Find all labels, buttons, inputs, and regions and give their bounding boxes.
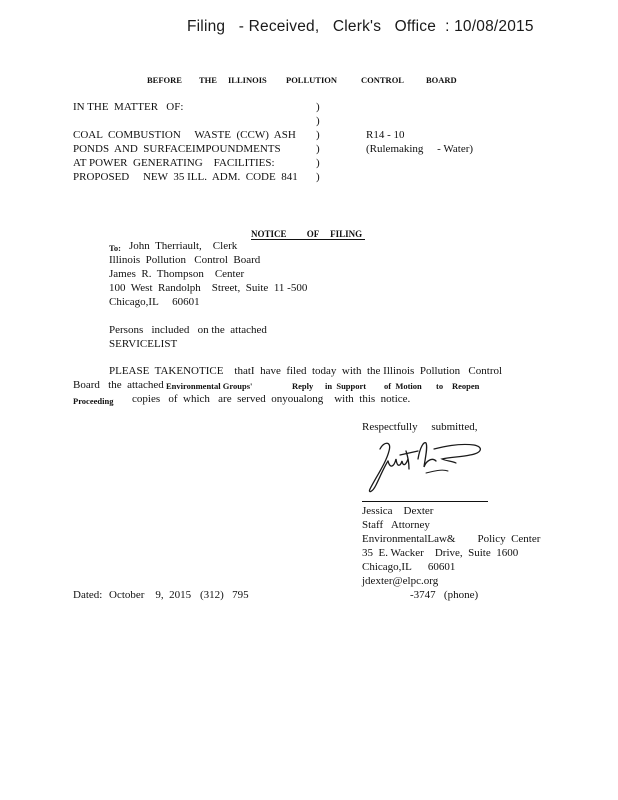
caption-line-3: AT POWER GENERATING FACILITIES: [73, 157, 275, 169]
document-title-part: Reply [292, 381, 314, 391]
signer-city: Chicago,IL 60601 [362, 561, 456, 573]
notice-title: NOTICE OF FILING [251, 229, 363, 239]
signer-name: Jessica Dexter [362, 505, 434, 517]
handwritten-signature [362, 437, 492, 499]
body-line-3: copies of which are served onyoualong with this notice. [132, 393, 411, 405]
addressee-street: 100 West Randolph Street, Suite 11 -500 [109, 282, 308, 294]
signature-line [362, 501, 488, 502]
signer-phone-tail: -3747 (phone) [410, 589, 479, 601]
persons-included: Persons included on the attached [109, 324, 267, 336]
document-title-part: to [436, 381, 444, 391]
body-line-1: PLEASE TAKENOTICE thatI have filed today with the Illinois Pollution Control [109, 365, 503, 377]
respectfully-submitted: Respectfully submitted, [362, 421, 478, 433]
caption-bracket: ) [316, 157, 320, 169]
dated-label: Dated: [73, 589, 103, 601]
signer-title: Staff Attorney [362, 519, 430, 531]
signer-email: jdexter@elpc.org [362, 575, 439, 587]
caption-bracket: ) [316, 101, 320, 113]
board-header-before: BEFORE [147, 75, 182, 85]
addressee-center: James R. Thompson Center [109, 268, 245, 280]
document-title-part: Reopen [452, 381, 480, 391]
document-title-part: in Support [325, 381, 367, 391]
phone-area-code: (312) 795 [200, 589, 249, 601]
document-title-part: Environmental Groups' [166, 381, 253, 391]
caption-matter: IN THE MATTER OF: [73, 101, 184, 113]
addressee-org: Illinois Pollution Control Board [109, 254, 261, 266]
caption-bracket: ) [316, 115, 320, 127]
board-header-illinois: ILLINOIS [228, 75, 267, 85]
addressee-name: John Therriault, Clerk [129, 240, 238, 252]
signer-org: EnvironmentalLaw& Policy Center [362, 533, 541, 545]
dated-date: October 9, 2015 [109, 589, 192, 601]
board-header-the: THE [199, 75, 217, 85]
docket-number: R14 - 10 [366, 129, 405, 141]
filing-stamp: Filing - Received, Clerk's Office : 10/08/2015 [187, 18, 534, 35]
board-header-pollution: POLLUTION [286, 75, 338, 85]
caption-bracket: ) [316, 143, 320, 155]
caption-line-4: PROPOSED NEW 35 ILL. ADM. CODE 841 [73, 171, 298, 183]
body-line-2-start: Board the attached [73, 379, 164, 391]
rulemaking-label: (Rulemaking - Water) [366, 143, 474, 155]
to-label: To: [109, 243, 121, 253]
addressee-city: Chicago,IL 60601 [109, 296, 200, 308]
caption-line-1: COAL COMBUSTION WASTE (CCW) ASH [73, 129, 296, 141]
board-header-control: CONTROL [361, 75, 404, 85]
caption-bracket: ) [316, 129, 320, 141]
service-list: SERVICELIST [109, 338, 178, 350]
board-header-board: BOARD [426, 75, 457, 85]
document-title-part: Proceeding [73, 396, 114, 406]
caption-line-2: PONDS AND SURFACEIMPOUNDMENTS [73, 143, 281, 155]
caption-bracket: ) [316, 171, 320, 183]
signer-street: 35 E. Wacker Drive, Suite 1600 [362, 547, 519, 559]
document-title-part: of Motion [384, 381, 422, 391]
notice-title-underline [251, 239, 365, 240]
